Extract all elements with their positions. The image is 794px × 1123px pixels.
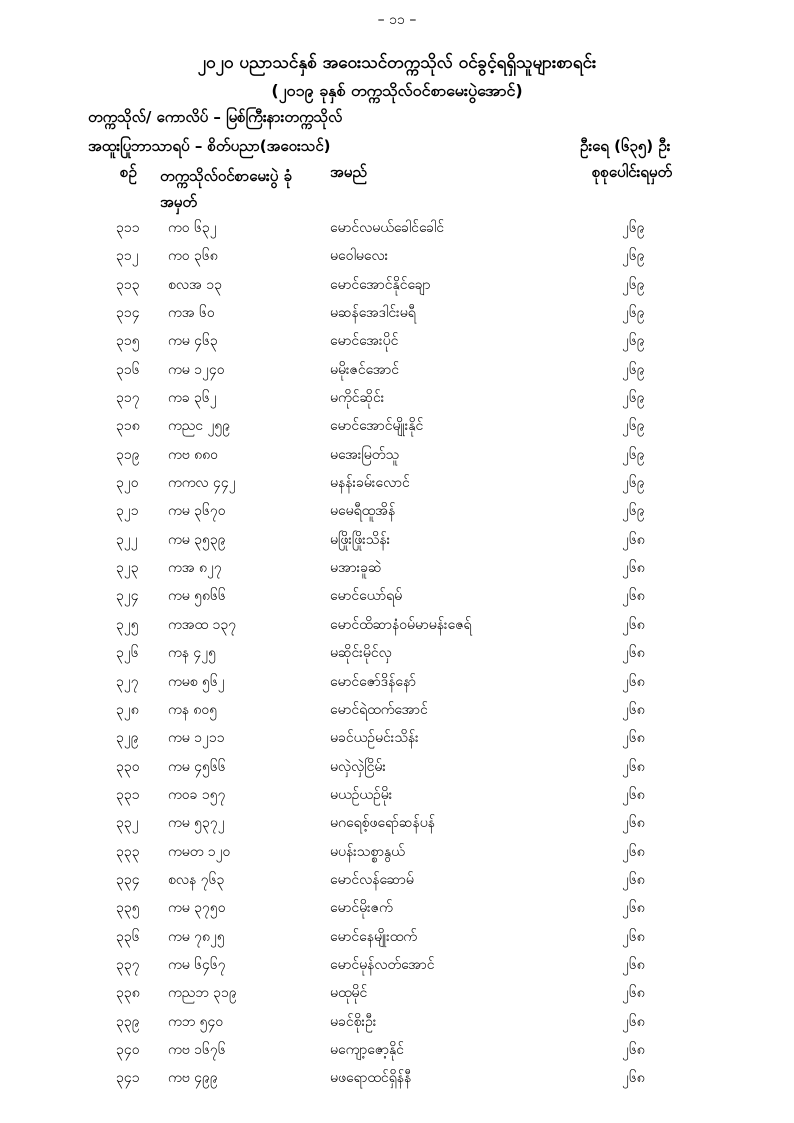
table-row bbox=[0, 530, 794, 558]
roll-number-cell: ကဝ ၃၆၈ bbox=[168, 248, 218, 265]
roll-number-cell: ကညင ၂၅၉ bbox=[168, 418, 231, 435]
total-marks-cell: ၂၆၈ bbox=[622, 730, 645, 747]
student-name-cell: မကျော့ဇော့နိုင် bbox=[330, 1041, 404, 1058]
student-name-cell: မဆန်အေဒါင်းမရီ bbox=[330, 305, 416, 322]
serial-no-cell: ၃၁၇ bbox=[116, 390, 140, 407]
table-row bbox=[0, 275, 794, 303]
table-row bbox=[0, 927, 794, 955]
total-marks-cell: ၂၆၈ bbox=[622, 956, 645, 973]
total-marks-cell: ၂၆၉ bbox=[622, 475, 645, 492]
serial-no-cell: ၃၄၀ bbox=[116, 1041, 140, 1058]
serial-no-cell: ၃၂၆ bbox=[116, 645, 139, 662]
student-name-cell: မမိုးဇင်အောင် bbox=[330, 361, 400, 378]
student-name-cell: မောင်အေးပိုင် bbox=[330, 333, 399, 350]
table-row bbox=[0, 388, 794, 416]
department-label: အထူးပြုဘာသာရပ် – စိတ်ပညာ(အဝေးသင်) bbox=[88, 137, 331, 155]
serial-no-cell: ၃၃၃ bbox=[116, 843, 140, 860]
table-row bbox=[0, 303, 794, 331]
total-marks-cell: ၂၆၉ bbox=[622, 248, 645, 265]
student-name-cell: မောင်မုန်လတ်အောင် bbox=[330, 956, 435, 973]
table-row bbox=[0, 643, 794, 671]
student-name-cell: မယဉ်ယဉ်မိုး bbox=[330, 786, 393, 803]
serial-no-cell: ၃၃၇ bbox=[116, 956, 140, 973]
total-marks-cell: ၂၆၈ bbox=[622, 531, 645, 548]
total-marks-cell: ၂၆၈ bbox=[622, 560, 645, 577]
total-marks-cell: ၂၆၈ bbox=[622, 616, 645, 633]
table-row bbox=[0, 1012, 794, 1040]
table-row bbox=[0, 983, 794, 1011]
table-row bbox=[0, 785, 794, 813]
total-marks-cell: ၂၆၈ bbox=[622, 985, 645, 1002]
total-marks-cell: ၂၆၈ bbox=[622, 673, 645, 690]
student-name-cell: မအားခူဆဲ bbox=[330, 560, 382, 577]
roll-number-cell: ကန ၄၂၅ bbox=[168, 645, 217, 662]
student-name-cell: မောင်နေမျိုးထက် bbox=[330, 928, 417, 945]
roll-number-cell: စလအ ၁၃ bbox=[168, 276, 223, 293]
student-name-cell: မလှဲလှဲငြိမ်း bbox=[330, 758, 386, 775]
serial-no-cell: ၃၁၂ bbox=[116, 248, 139, 265]
total-marks-cell: ၂၆၈ bbox=[622, 758, 645, 775]
table-row bbox=[0, 898, 794, 926]
total-marks-cell: ၂၆၉ bbox=[622, 276, 645, 293]
student-name-cell: မောင်လန်ဆောမ် bbox=[330, 871, 414, 888]
roll-number-cell: ကမ ၃၇၅၀ bbox=[168, 900, 226, 917]
student-name-cell: မောင်အောင်မျိုးနိုင် bbox=[330, 418, 424, 435]
table-row bbox=[0, 558, 794, 586]
table-row bbox=[0, 757, 794, 785]
table-row bbox=[0, 445, 794, 473]
total-marks-cell: ၂၆၈ bbox=[622, 900, 645, 917]
total-marks-cell: ၂၆၉ bbox=[622, 220, 645, 236]
total-marks-cell: ၂၆၈ bbox=[622, 871, 645, 888]
serial-no-cell: ၃၁၈ bbox=[116, 418, 140, 435]
table-row bbox=[0, 1040, 794, 1068]
roll-number-cell: ကဗ ၄၉၉ bbox=[168, 1070, 218, 1087]
serial-no-cell: ၃၃၁ bbox=[116, 786, 140, 803]
total-marks-cell: ၂၆၈ bbox=[622, 1013, 645, 1030]
table-row bbox=[0, 1068, 794, 1096]
total-marks-cell: ၂၆၈ bbox=[622, 701, 645, 718]
total-marks-cell: ၂၆၉ bbox=[622, 418, 645, 435]
roll-number-cell: ကမတ ၁၂၀ bbox=[168, 843, 231, 860]
student-name-cell: မောင်လမယ်ခေါင်ခေါင် bbox=[330, 220, 445, 236]
student-name-cell: မပန်းသစ္စာနွယ် bbox=[330, 843, 405, 860]
serial-no-cell: ၃၂၁ bbox=[116, 503, 139, 520]
total-marks-cell: ၂၆၉ bbox=[622, 446, 645, 463]
serial-no-cell: ၃၁၄ bbox=[116, 305, 140, 322]
page-number: – ၁၁ – bbox=[377, 12, 417, 28]
student-name-cell: မဖရောထင်ရှိန်နီ bbox=[330, 1070, 412, 1087]
serial-no-cell: ၃၂၃ bbox=[116, 560, 139, 577]
serial-no-cell: ၃၃၆ bbox=[116, 928, 140, 945]
serial-no-cell: ၃၂၂ bbox=[116, 531, 138, 548]
total-marks-cell: ၂၆၈ bbox=[622, 843, 645, 860]
serial-no-cell: ၃၂၄ bbox=[116, 588, 139, 605]
university-label: တက္ကသိုလ်/ ကောလိပ် – မြစ်ကြီးနားတက္ကသိုလ် bbox=[88, 108, 343, 126]
table-row bbox=[0, 842, 794, 870]
table-row bbox=[0, 615, 794, 643]
total-marks-cell: ၂၆၈ bbox=[622, 588, 645, 605]
table-row bbox=[0, 700, 794, 728]
roll-number-cell: ကမ ၅၃၇၂ bbox=[168, 815, 225, 832]
serial-no-cell: ၃၃၈ bbox=[116, 985, 140, 1002]
total-marks-cell: ၂၆၈ bbox=[622, 645, 645, 662]
document-title: ၂၀၂၀ ပညာသင်နှစ် အဝေးသင်တက္ကသိုလ် ဝင်ခွင့်ရရှိသူများစာရင်း bbox=[197, 53, 597, 73]
student-name-cell: မဆိုင်းမိုင်လှ bbox=[330, 645, 392, 662]
student-name-cell: မကိုင်ဆိုင်း bbox=[330, 390, 385, 407]
student-name-cell: မောင်ဇော်ဒိန်နော် bbox=[330, 673, 416, 690]
roll-number-cell: ကဝခ ၁၅၇ bbox=[168, 786, 226, 803]
student-name-cell: မဖြိုးဖြိုးသိန်း bbox=[330, 531, 391, 548]
roll-number-cell: ကမ ၇၈၂၅ bbox=[168, 928, 225, 945]
table-row bbox=[0, 728, 794, 756]
serial-no-cell: ၃၂၉ bbox=[116, 730, 139, 747]
roll-number-cell: ကမ ၅၈၆၆ bbox=[168, 588, 226, 605]
header-name: အမည် bbox=[330, 163, 367, 181]
student-count: ဦးရေ (၆၃၅) ဦး bbox=[580, 137, 671, 155]
serial-no-cell: ၃၁၅ bbox=[116, 333, 140, 350]
serial-no-cell: ၃၃၀ bbox=[116, 758, 140, 775]
table-row bbox=[0, 955, 794, 983]
table-row bbox=[0, 870, 794, 898]
total-marks-cell: ၂၆၉ bbox=[622, 333, 645, 350]
serial-no-cell: ၃၁၉ bbox=[116, 446, 140, 463]
roll-number-cell: ကမ ၁၂၁၁ bbox=[168, 730, 225, 747]
total-marks-cell: ၂၆၉ bbox=[622, 503, 645, 520]
roll-number-cell: ကဝ ၆၃၂ bbox=[168, 220, 217, 236]
serial-no-cell: ၃၂၇ bbox=[116, 673, 139, 690]
roll-number-cell: ကမစ ၅၆၂ bbox=[168, 673, 225, 690]
table-row bbox=[0, 416, 794, 444]
roll-number-cell: ကခ ၃၆၂ bbox=[168, 390, 217, 407]
student-name-cell: မခင်ယဉ်မင်းသိန်း bbox=[330, 730, 419, 747]
total-marks-cell: ၂၆၈ bbox=[622, 786, 645, 803]
table-row bbox=[0, 246, 794, 274]
roll-number-cell: ကမ ၆၄၆၇ bbox=[168, 956, 226, 973]
roll-number-cell: ကအ ၈၂၇ bbox=[168, 560, 222, 577]
student-name-cell: မဝေါမလေး bbox=[330, 248, 389, 265]
document-subtitle: (၂၀၁၉ ခုနှစ် တက္ကသိုလ်ဝင်စာမေးပွဲအောင်) bbox=[271, 81, 523, 100]
table-row bbox=[0, 672, 794, 700]
total-marks-cell: ၂၆၈ bbox=[622, 1041, 645, 1058]
serial-no-cell: ၃၂၀ bbox=[116, 475, 139, 492]
student-name-cell: မောင်မိုးဇက် bbox=[330, 900, 393, 917]
serial-no-cell: ၃၃၅ bbox=[116, 900, 140, 917]
serial-no-cell: ၃၁၆ bbox=[116, 361, 140, 378]
table-row bbox=[0, 473, 794, 501]
serial-no-cell: ၃၃၉ bbox=[116, 1013, 140, 1030]
total-marks-cell: ၂၆၉ bbox=[622, 361, 645, 378]
serial-no-cell: ၃၂၈ bbox=[116, 701, 139, 718]
student-name-cell: မဂရေစ့်ဖရော်ဆန်ပန် bbox=[330, 815, 435, 832]
student-name-cell: မောင်အောင်နိုင်ချော bbox=[330, 276, 431, 293]
total-marks-cell: ၂၆၉ bbox=[622, 305, 645, 322]
student-name-cell: မောင်ထိဆာနံဝမ်မာမန်းဇေရ် bbox=[330, 616, 472, 633]
roll-number-cell: ကအ ၆၀ bbox=[168, 305, 215, 322]
student-name-cell: မထုမိုင် bbox=[330, 985, 368, 1002]
serial-no-cell: ၃၃၂ bbox=[116, 815, 139, 832]
serial-no-cell: ၃၄၁ bbox=[116, 1070, 140, 1087]
student-name-cell: မခင်စိုးဦး bbox=[330, 1013, 377, 1030]
total-marks-cell: ၂၆၉ bbox=[622, 390, 645, 407]
student-name-cell: မောင်ရဲထက်အောင် bbox=[330, 701, 428, 718]
serial-no-cell: ၃၂၅ bbox=[116, 616, 139, 633]
student-name-cell: မအေးမြတ်သူ bbox=[330, 446, 399, 463]
student-name-cell: မောင်ယော်ရမ် bbox=[330, 588, 403, 605]
serial-no-cell: ၃၃၄ bbox=[116, 871, 140, 888]
table-row bbox=[0, 586, 794, 614]
roll-number-cell: ကကလ ၄၄၂ bbox=[168, 475, 236, 492]
roll-number-cell: ကန ၈၀၅ bbox=[168, 701, 218, 718]
roll-number-cell: ကမ ၁၂၄၀ bbox=[168, 361, 225, 378]
header-serial-no: စဉ် bbox=[120, 163, 137, 181]
roll-number-cell: ကဗ ၈၈၀ bbox=[168, 446, 219, 463]
table-row bbox=[0, 331, 794, 359]
student-name-cell: မနန်းခမ်းလောင် bbox=[330, 475, 410, 492]
roll-number-cell: ကအထ ၁၃၇ bbox=[168, 616, 237, 633]
serial-no-cell: ၃၁၁ bbox=[116, 220, 140, 236]
roll-number-cell: စလန ၇၆၃ bbox=[168, 871, 225, 888]
roll-number-cell: ကမ ၃၅၃၉ bbox=[168, 531, 226, 548]
total-marks-cell: ၂၆၈ bbox=[622, 928, 645, 945]
roll-number-cell: ကမ ၄၆၃ bbox=[168, 333, 218, 350]
roll-number-cell: ကဗ ၁၆၇၆ bbox=[168, 1041, 226, 1058]
roll-number-cell: ကဘ ၅၄၀ bbox=[168, 1013, 224, 1030]
table-row bbox=[0, 360, 794, 388]
header-roll-number: တက္ကသိုလ်ဝင်စာမေးပွဲ ခုံအမှတ် bbox=[160, 167, 292, 211]
roll-number-cell: ကမ ၄၅၆၆ bbox=[168, 758, 226, 775]
table-row bbox=[0, 813, 794, 841]
roll-number-cell: ကညဘ ၃၁၉ bbox=[168, 985, 237, 1002]
serial-no-cell: ၃၁၃ bbox=[116, 276, 140, 293]
total-marks-cell: ၂၆၈ bbox=[622, 815, 645, 832]
table-row bbox=[0, 218, 794, 246]
total-marks-cell: ၂၆၈ bbox=[622, 1070, 645, 1087]
header-total-marks: စုစုပေါင်းရမှတ် bbox=[592, 163, 673, 181]
student-list bbox=[0, 218, 794, 1097]
table-row bbox=[0, 501, 794, 529]
student-name-cell: မမေရီထူအိန် bbox=[330, 503, 396, 520]
roll-number-cell: ကမ ၃၆၇၀ bbox=[168, 503, 226, 520]
